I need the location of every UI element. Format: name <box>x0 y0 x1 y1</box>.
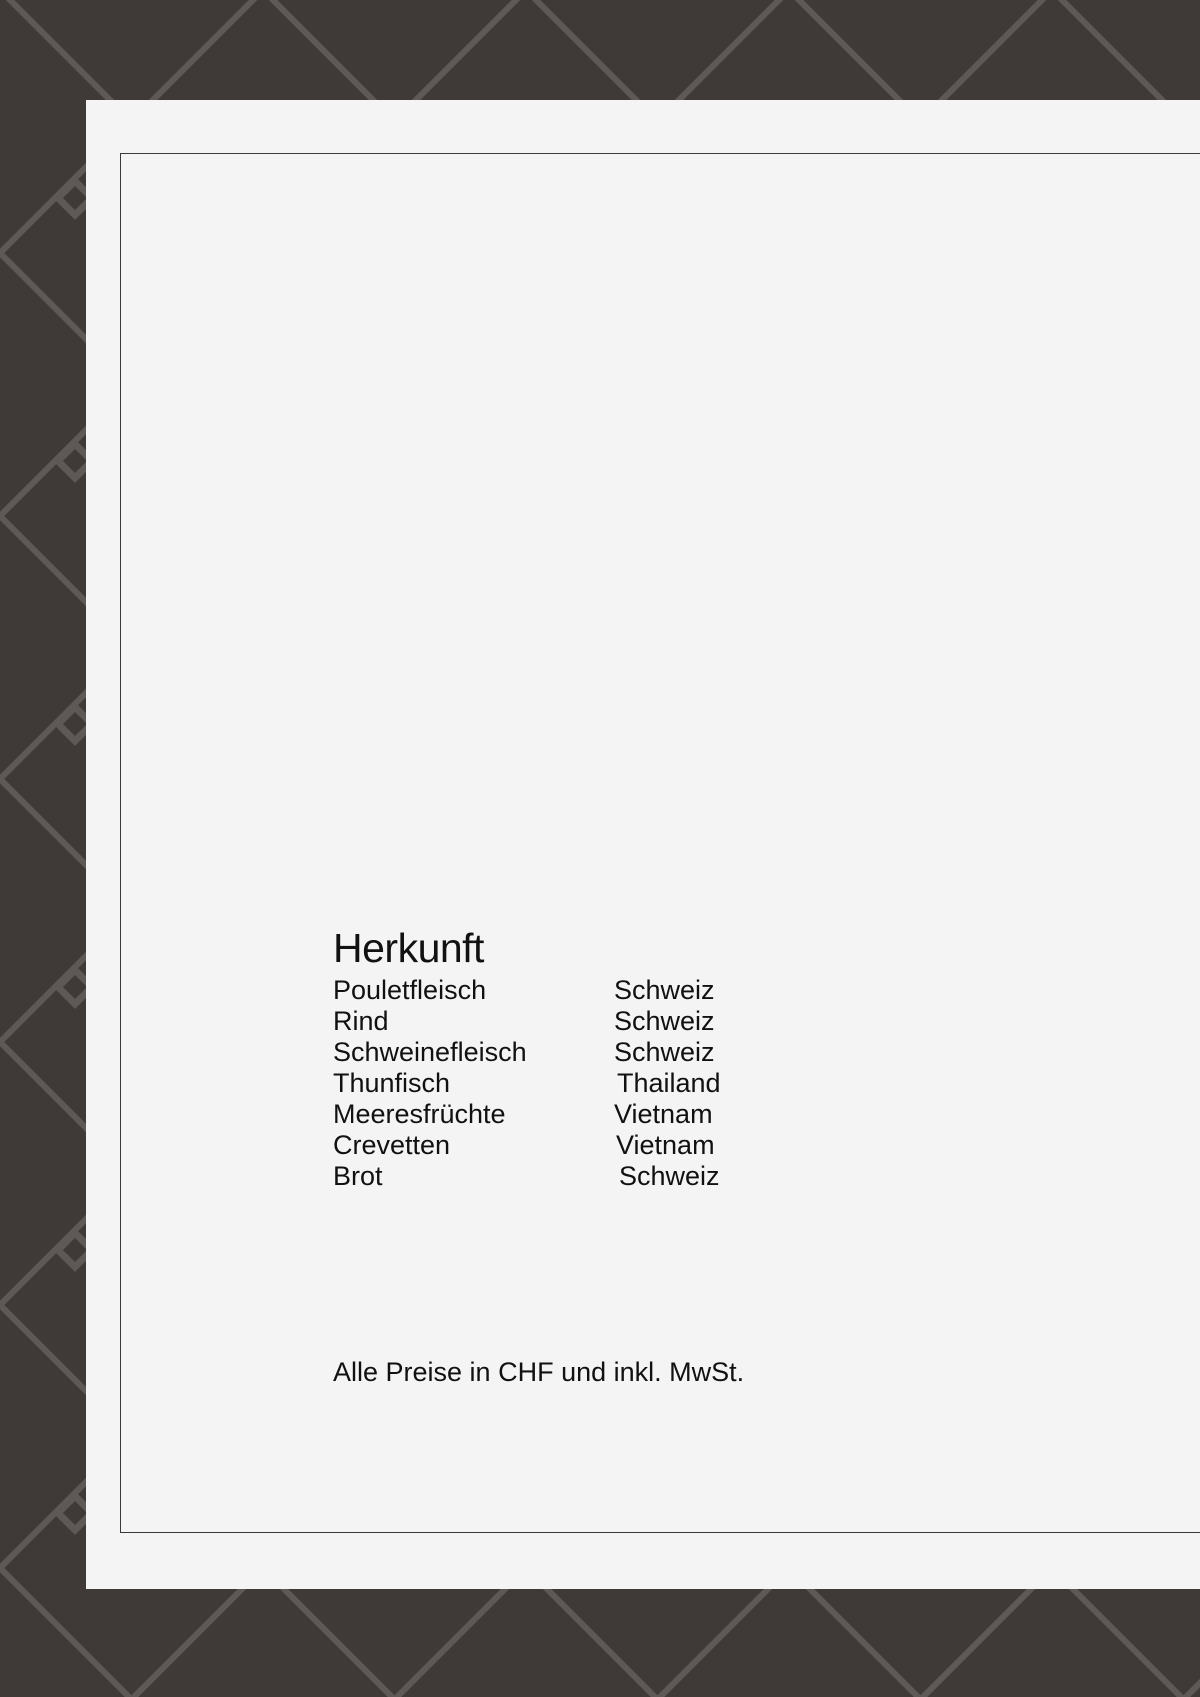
origin-row <box>333 1068 721 1099</box>
origin-country: Schweiz <box>614 975 715 1005</box>
origin-country: Vietnam <box>614 1099 713 1129</box>
origin-row <box>333 1037 715 1068</box>
origin-item: Thunfisch <box>333 1068 451 1098</box>
origin-section <box>333 925 721 1192</box>
origin-row <box>333 1130 715 1161</box>
origin-item: Crevetten <box>333 1130 451 1160</box>
origin-list <box>333 975 721 1192</box>
page-border-frame <box>120 153 1200 1533</box>
origin-country: Schweiz <box>614 1037 715 1067</box>
origin-item: Schweinefleisch <box>333 1037 527 1067</box>
origin-row <box>333 975 715 1006</box>
origin-row <box>333 1099 713 1130</box>
origin-country: Thailand <box>617 1068 721 1098</box>
origin-heading: Herkunft <box>333 925 484 971</box>
origin-item: Brot <box>333 1161 383 1191</box>
origin-item: Rind <box>333 1006 389 1036</box>
price-note: Alle Preise in CHF und inkl. MwSt. <box>333 1357 745 1387</box>
origin-item: Pouletfleisch <box>333 975 487 1005</box>
origin-row <box>333 1006 715 1037</box>
origin-country: Schweiz <box>619 1161 720 1191</box>
origin-country: Vietnam <box>616 1130 715 1160</box>
origin-row <box>333 1161 720 1192</box>
origin-item: Meeresfrüchte <box>333 1099 506 1129</box>
origin-country: Schweiz <box>614 1006 715 1036</box>
